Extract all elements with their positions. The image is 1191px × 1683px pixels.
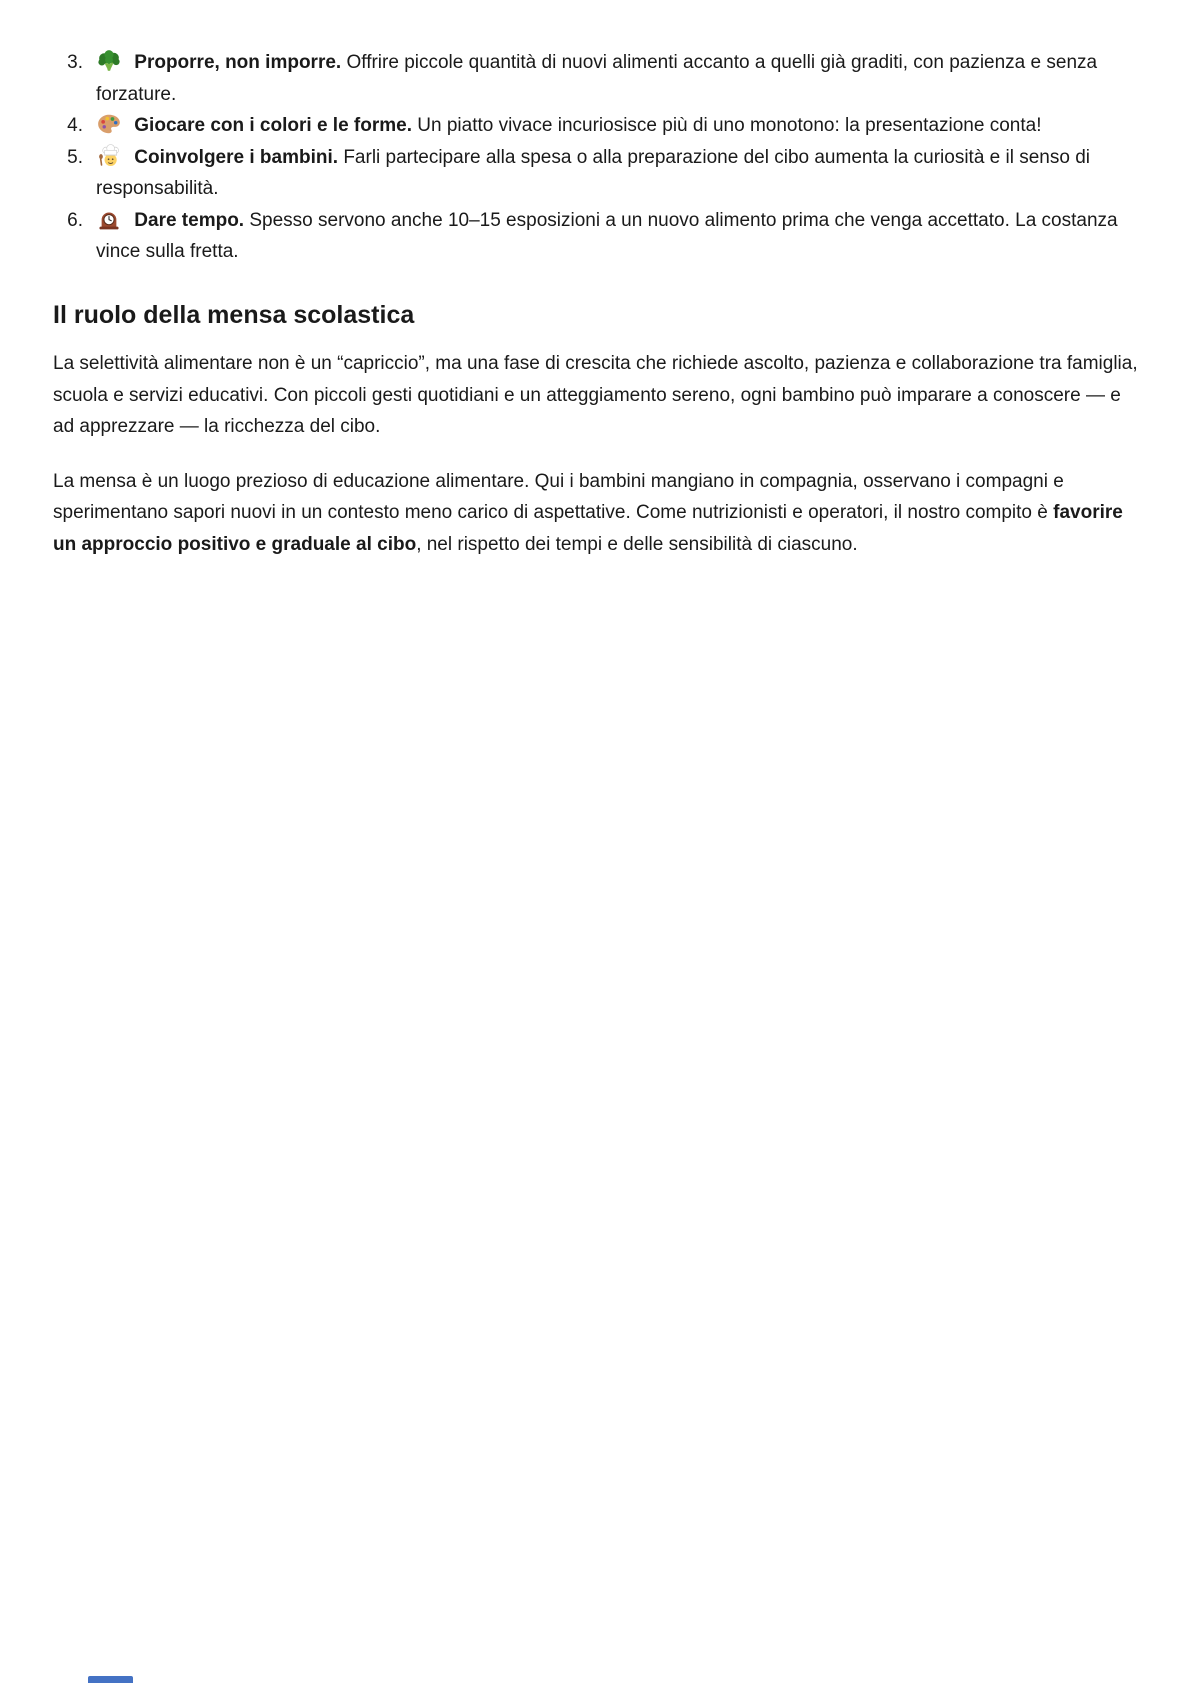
list-item (53, 205, 1138, 268)
paragraph-text: , nel rispetto dei tempi e delle sensibilità di ciascuno. (416, 533, 858, 555)
list-item-title: Giocare con i colori e le forme. (134, 115, 412, 137)
list-item-text: Farli partecipare alla spesa o alla preparazione del cibo aumenta la curiosità e il senso di responsabilità. (96, 146, 1091, 200)
section-heading: Il ruolo della mensa scolastica (53, 300, 415, 329)
list-item-text: Spesso servono anche 10–15 esposizioni a un nuovo alimento prima che venga accettato. La costanza vince sulla fretta. (96, 209, 1118, 263)
list-item (53, 142, 1138, 205)
mantelpiece-clock-icon (96, 206, 122, 232)
numbered-list (53, 47, 1138, 268)
list-item-body (96, 205, 1138, 268)
paragraph-text: La mensa è un luogo prezioso di educazione alimentare. Qui i bambini mangiano in compagnia, osservano i compagni e sperimentano sapori nuovi in un contesto meno carico di aspettative. Come nutrizionisti e operatori, il nostro compito è (53, 470, 1064, 524)
list-item-number: 5. (67, 146, 83, 168)
paragraph: La selettività alimentare non è un “capriccio”, ma una fase di crescita che richiede ascolto, pazienza e collaborazione tra famiglia, scuola e servizi educativi. Con piccoli gesti quotidiani e un atteggiamento sereno, ogni bambino può imparare a conoscere — e ad apprezzare — la ricchezza del cibo. (53, 353, 1138, 438)
list-item (53, 47, 1138, 110)
list-item-title: Proporre, non imporre. (134, 52, 342, 73)
cook-icon (96, 143, 122, 169)
list-item-body (96, 110, 1138, 142)
list-item-number: 3. (67, 52, 83, 73)
list-item-text: Offrire piccole quantità di nuovi alimenti accanto a quelli già graditi, con pazienza e senza forzature. (96, 52, 1098, 105)
bottom-cutoff-bar (88, 1676, 133, 1683)
list-item-title: Coinvolgere i bambini. (134, 146, 339, 168)
list-item-title: Dare tempo. (134, 209, 245, 231)
paragraph-bold-text: favorire un approccio positivo e graduale al cibo (53, 502, 1123, 555)
list-item-body (96, 47, 1138, 110)
list-item (53, 110, 1138, 142)
artist-palette-icon (96, 111, 122, 137)
list-item-number: 4. (67, 115, 83, 137)
broccoli-icon (96, 48, 122, 74)
document-content (53, 47, 1138, 583)
paragraph (53, 466, 1138, 561)
list-item-text: Un piatto vivace incuriosisce più di uno monotono: la presentazione conta! (417, 115, 1042, 137)
list-item-body (96, 142, 1138, 205)
list-item-number: 6. (67, 209, 83, 231)
